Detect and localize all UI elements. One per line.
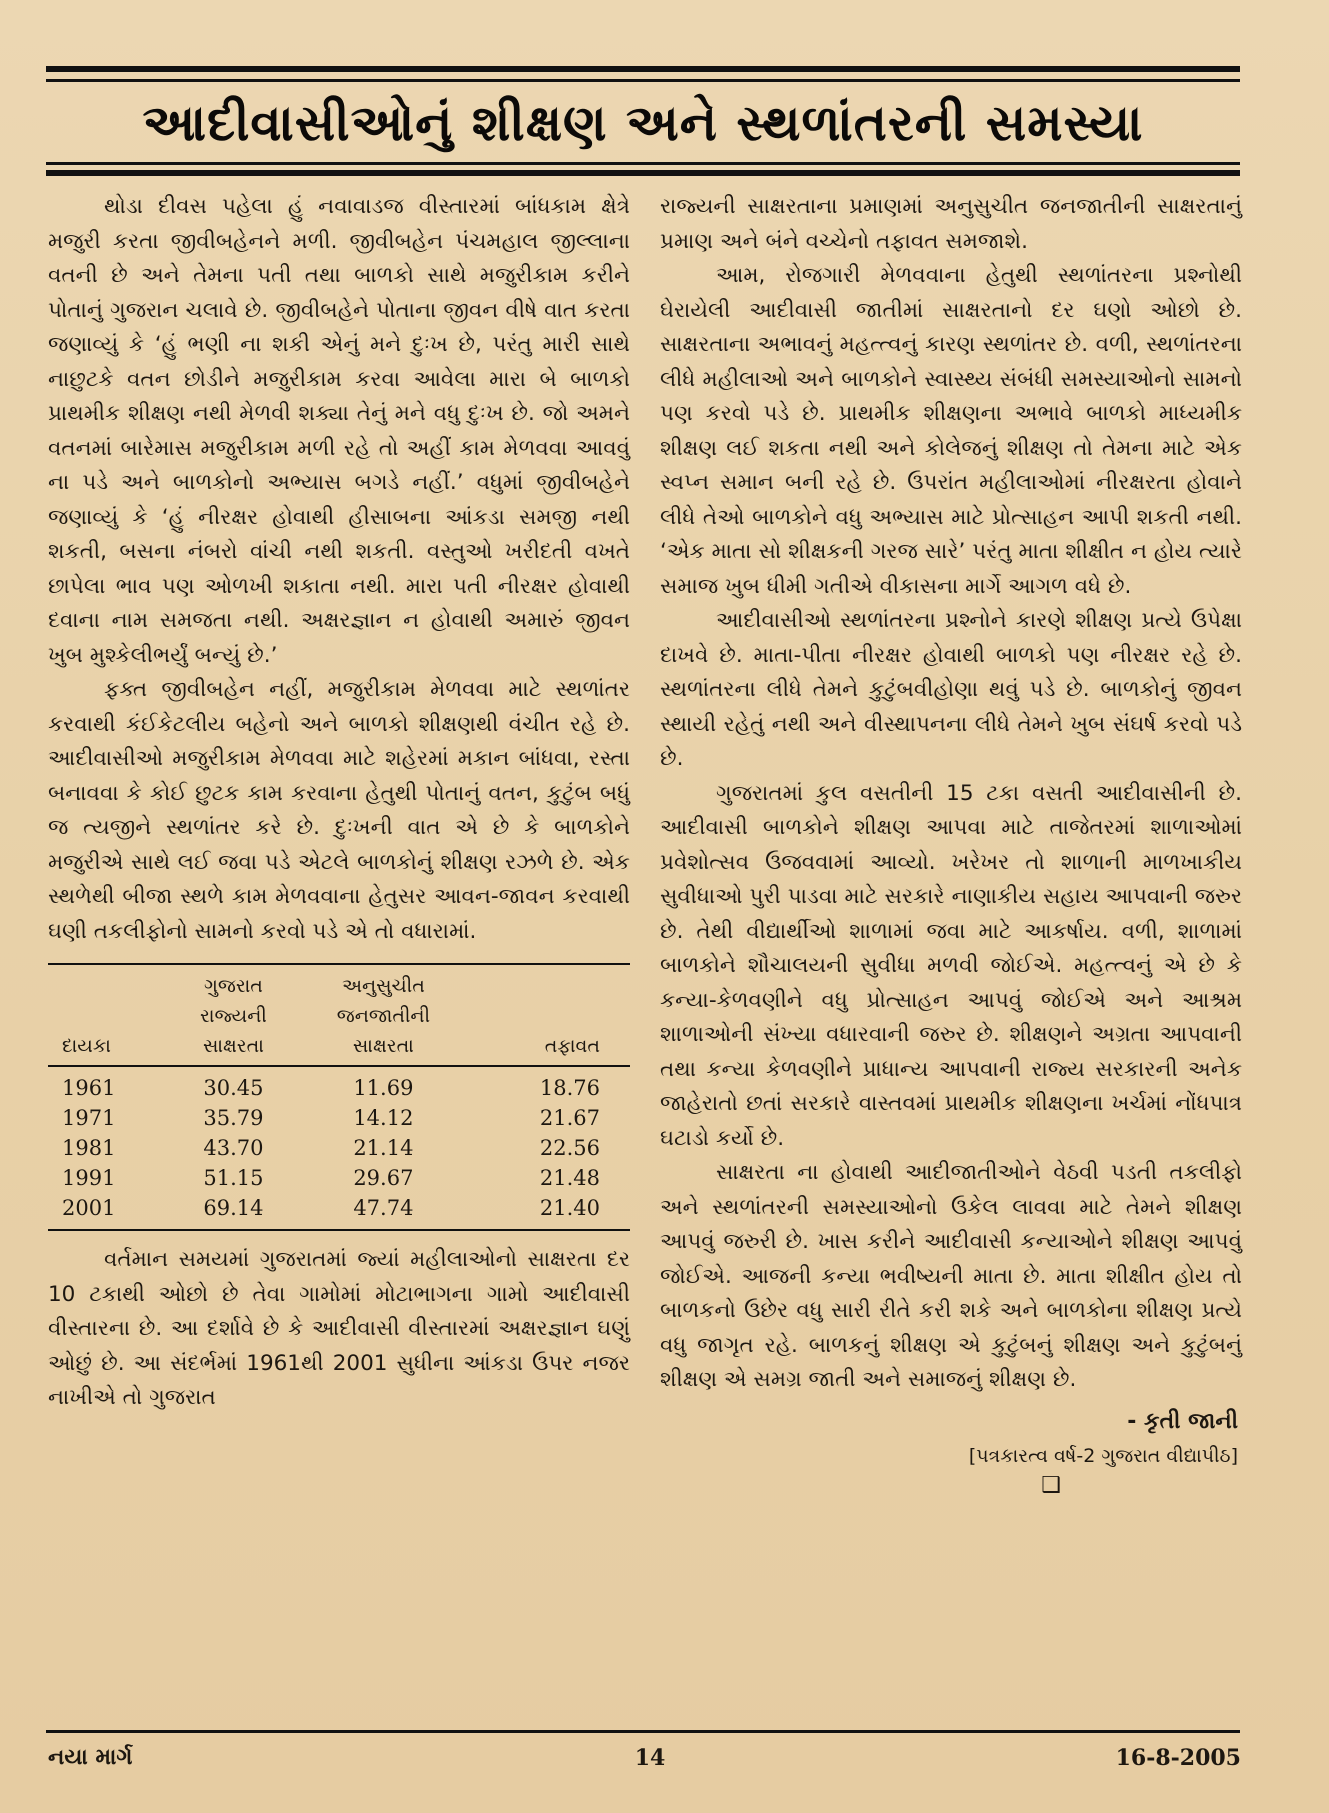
issue-date: 16-8-2005	[1115, 1745, 1241, 1771]
top-rule-thin	[46, 79, 1240, 82]
author-name: - કૃતી જાની	[1127, 1408, 1238, 1434]
cell-st: 29.67	[353, 1166, 414, 1190]
cell-decade: 1961	[62, 1076, 116, 1100]
paragraph: આમ, રોજગારી મેળવવાના હેતુથી સ્થળાંતરના પ્રશ્નોથી ઘેરાયેલી આદીવાસી જાતીમાં સાક્ષરતાનો દર ઘણો ઓછો છે. સાક્ષરતાના અભાવનું મહત્ત્વનું કારણ સ્થળાંતર છે. વળી, સ્થળાંતરના લીધે મહીલાઓ અને બાળકોને સ્વાસ્થ્ય સંબંધી સમસ્યાઓનો સામનો પણ કરવો પડે છે. પ્રાથમીક શીક્ષણના અભાવે બાળકો માધ્યમીક શીક્ષણ લઈ શકતા નથી અને કોલેજનું શીક્ષણ તો તેમના માટે એક સ્વપ્ન સમાન બની રહે છે. ઉપરાંત મહીલાઓમાં નીરક્ષરતા હોવાને લીધે તેઓ બાળકોને વધુ અભ્યાસ માટે પ્રોત્સાહન આપી શકતી નથી. ‘એક માતા સો શીક્ષકની ગરજ સારે’ પરંતુ માતા શીક્ષીત ન હોય ત્યારે સમાજ ખુબ ધીમી ગતીએ વીકાસના માર્ગે આગળ વધે છે.	[660, 263, 1242, 599]
table-row	[48, 1066, 630, 1103]
cell-st: 11.69	[353, 1076, 414, 1100]
right-column	[660, 190, 1242, 1500]
paragraph-continued: રાજ્યની સાક્ષરતાના પ્રમાણમાં અનુસુચીત જનજાતીની સાક્ષરતાનું પ્રમાણ અને બંને વચ્ચેનો તફાવત સમજાશે.	[660, 194, 1242, 254]
table-row	[48, 1163, 630, 1193]
title-rule-thin	[46, 162, 1240, 165]
page-number: 14	[634, 1745, 666, 1771]
cell-st: 21.14	[353, 1136, 414, 1160]
cell-st: 14.12	[353, 1106, 414, 1130]
left-column	[48, 190, 630, 1416]
literacy-table	[48, 963, 630, 1231]
publication-name: નયા માર્ગ	[48, 1745, 133, 1770]
cell-diff: 21.40	[539, 1196, 600, 1220]
cell-diff: 18.76	[539, 1076, 600, 1100]
table-row	[48, 1103, 630, 1133]
header-st-literacy: અનુસુચીત જનજાતીની સાક્ષરતા	[336, 975, 430, 1057]
table-header-row	[48, 964, 630, 1066]
cell-diff: 21.67	[539, 1106, 600, 1130]
top-rule-thick	[46, 66, 1240, 72]
paragraph: થોડા દીવસ પહેલા હું નવાવાડજ વીસ્તારમાં બાંધકામ ક્ષેત્રે મજુરી કરતા જીવીબહેનને મળી. જીવીબહેન પંચમહાલ જીલ્લાના વતની છે અને તેમના પતી તથા બાળકો સાથે મજુરીકામ કરીને પોતાનું ગુજરાન ચલાવે છે. જીવીબહેને પોતાના જીવન વીષે વાત કરતા જણાવ્યું કે ‘હું ભણી ના શકી એનું મને દુઃખ છે, પરંતુ મારી સાથે નાછુટકે વતન છોડીને મજુરીકામ કરવા આવેલા મારા બે બાળકો પ્રાથમીક શીક્ષણ નથી મેળવી શક્યા તેનું મને વધુ દુઃખ છે. જો અમને વતનમાં બારેમાસ મજુરીકામ મળી રહે તો અહીં કામ મેળવવા આવવું ના પડે અને બાળકોનો અભ્યાસ બગડે નહીં.’ વધુમાં જીવીબહેને જણાવ્યું કે ‘હું નીરક્ષર હોવાથી હીસાબના આંકડા સમજી નથી શકતી, બસના નંબરો વાંચી નથી શકતી. વસ્તુઓ ખરીદતી વખતે છાપેલા ભાવ પણ ઓળખી શકાતા નથી. મારા પતી નીરક્ષર હોવાથી દવાના નામ સમજતા નથી. અક્ષરજ્ઞાન ન હોવાથી અમારું જીવન ખુબ મુશ્કેલીભર્યું બન્યું છે.’	[48, 194, 630, 668]
cell-state: 69.14	[203, 1196, 264, 1220]
cell-st: 47.74	[353, 1196, 414, 1220]
header-decade: દાયકા	[62, 1035, 111, 1057]
cell-diff: 21.48	[539, 1166, 600, 1190]
article-title: આદીવાસીઓનું શીક્ષણ અને સ્થળાંતરની સમસ્યા	[142, 94, 1144, 152]
footer-rule	[46, 1730, 1240, 1733]
paragraph: સાક્ષરતા ના હોવાથી આદીજાતીઓને વેઠવી પડતી તકલીફો અને સ્થળાંતરની સમસ્યાઓનો ઉકેલ લાવવા માટે તેમને શીક્ષણ આપવું જરુરી છે. ખાસ કરીને આદીવાસી કન્યાઓને શીક્ષણ આપવું જોઈએ. આજની કન્યા ભવીષ્યની માતા છે. માતા શીક્ષીત હોય તો બાળકનો ઉછેર વધુ સારી રીતે કરી શકે અને બાળકોના શીક્ષણ પ્રત્યે વધુ જાગૃત રહે. બાળકનું શીક્ષણ એ કુટુંબનું શીક્ષણ અને કુટુંબનું શીક્ષણ એ સમગ્ર જાતી અને સમાજનું શીક્ષણ છે.	[660, 1160, 1242, 1392]
table-row	[48, 1133, 630, 1163]
author-affiliation: [પત્રકારત્વ વર્ષ-2 ગુજરાત વીદ્યાપીઠ]	[968, 1444, 1238, 1467]
end-mark-icon: ❑	[1041, 1472, 1061, 1498]
table-row	[48, 1193, 630, 1230]
cell-decade: 1991	[62, 1166, 116, 1190]
header-difference: તફાવત	[544, 1035, 600, 1057]
cell-decade: 1981	[62, 1136, 116, 1160]
cell-decade: 2001	[62, 1196, 116, 1220]
cell-diff: 22.56	[539, 1136, 600, 1160]
paragraph: ગુજરાતમાં કુલ વસતીની 15 ટકા વસતી આદીવાસીની છે. આદીવાસી બાળકોને શીક્ષણ આપવા માટે તાજેતરમાં શાળાઓમાં પ્રવેશોત્સવ ઉજવવામાં આવ્યો. ખરેખર તો શાળાની માળખાકીય સુવીધાઓ પુરી પાડવા માટે સરકારે નાણાકીય સહાય આપવાની જરુર છે. તેથી વીદ્યાર્થીઓ શાળામાં જવા માટે આકર્ષાય. વળી, શાળામાં બાળકોને શૌચાલયની સુવીધા મળવી જોઈએ. મહત્ત્વનું એ છે કે કન્યા-કેળવણીને વધુ પ્રોત્સાહન આપવું જોઈએ અને આશ્રમ શાળાઓની સંખ્યા વધારવાની જરુર છે. શીક્ષણને અગ્રતા આપવાની તથા કન્યા કેળવણીને પ્રાધાન્ય આપવાની રાજ્ય સરકારની અનેક જાહેરાતો છતાં સરકારે વાસ્તવમાં પ્રાથમીક શીક્ષણના ખર્ચમાં નોંધપાત્ર ઘટાડો કર્યો છે.	[660, 780, 1242, 1151]
paragraph: ફક્ત જીવીબહેન નહીં, મજુરીકામ મેળવવા માટે સ્થળાંતર કરવાથી કંઈકેટલીય બહેનો અને બાળકો શીક્ષણથી વંચીત રહે છે. આદીવાસીઓ મજુરીકામ મેળવવા માટે શહેરમાં મકાન બાંધવા, રસ્તા બનાવવા કે કોઈ છુટક કામ કરવાના હેતુથી પોતાનું વતન, કુટુંબ બધું જ ત્યજીને સ્થળાંતર કરે છે. દુઃખની વાત એ છે કે બાળકોને મજુરીએ સાથે લઈ જવા પડે એટલે બાળકોનું શીક્ષણ રઝળે છે. એક સ્થળેથી બીજા સ્થળે કામ મેળવવાના હેતુસર આવન-જાવન કરવાથી ઘણી તકલીફોનો સામનો કરવો પડે એ તો વધારામાં.	[48, 677, 630, 944]
title-rule-thick	[46, 170, 1240, 176]
paragraph: વર્તમાન સમયમાં ગુજરાતમાં જ્યાં મહીલાઓનો સાક્ષરતા દર 10 ટકાથી ઓછો છે તેવા ગામોમાં મોટાભાગના ગામો આદીવાસી વીસ્તારના છે. આ દર્શાવે છે કે આદીવાસી વીસ્તારમાં અક્ષરજ્ઞાન ઘણું ઓછું છે. આ સંદર્ભમાં 1961થી 2001 સુધીના આંકડા ઉપર નજર નાખીએ તો ગુજરાત	[48, 1247, 630, 1410]
paragraph: આદીવાસીઓ સ્થળાંતરના પ્રશ્નોને કારણે શીક્ષણ પ્રત્યે ઉપેક્ષા દાખવે છે. માતા-પીતા નીરક્ષર હોવાથી બાળકો પણ નીરક્ષર રહે છે. સ્થળાંતરના લીધે તેમને કુટુંબવીહોણા થવું પડે છે. બાળકોનું જીવન સ્થાયી રહેતું નથી અને વીસ્થાપનના લીધે તેમને ખુબ સંઘર્ષ કરવો પડે છે.	[660, 608, 1242, 771]
header-state-literacy: ગુજરાત રાજ્યની સાક્ષરતા	[200, 975, 267, 1057]
cell-decade: 1971	[62, 1106, 116, 1130]
cell-state: 30.45	[203, 1076, 264, 1100]
cell-state: 43.70	[203, 1136, 264, 1160]
cell-state: 35.79	[203, 1106, 264, 1130]
literacy-table-wrap	[48, 963, 630, 1231]
cell-state: 51.15	[203, 1166, 264, 1190]
